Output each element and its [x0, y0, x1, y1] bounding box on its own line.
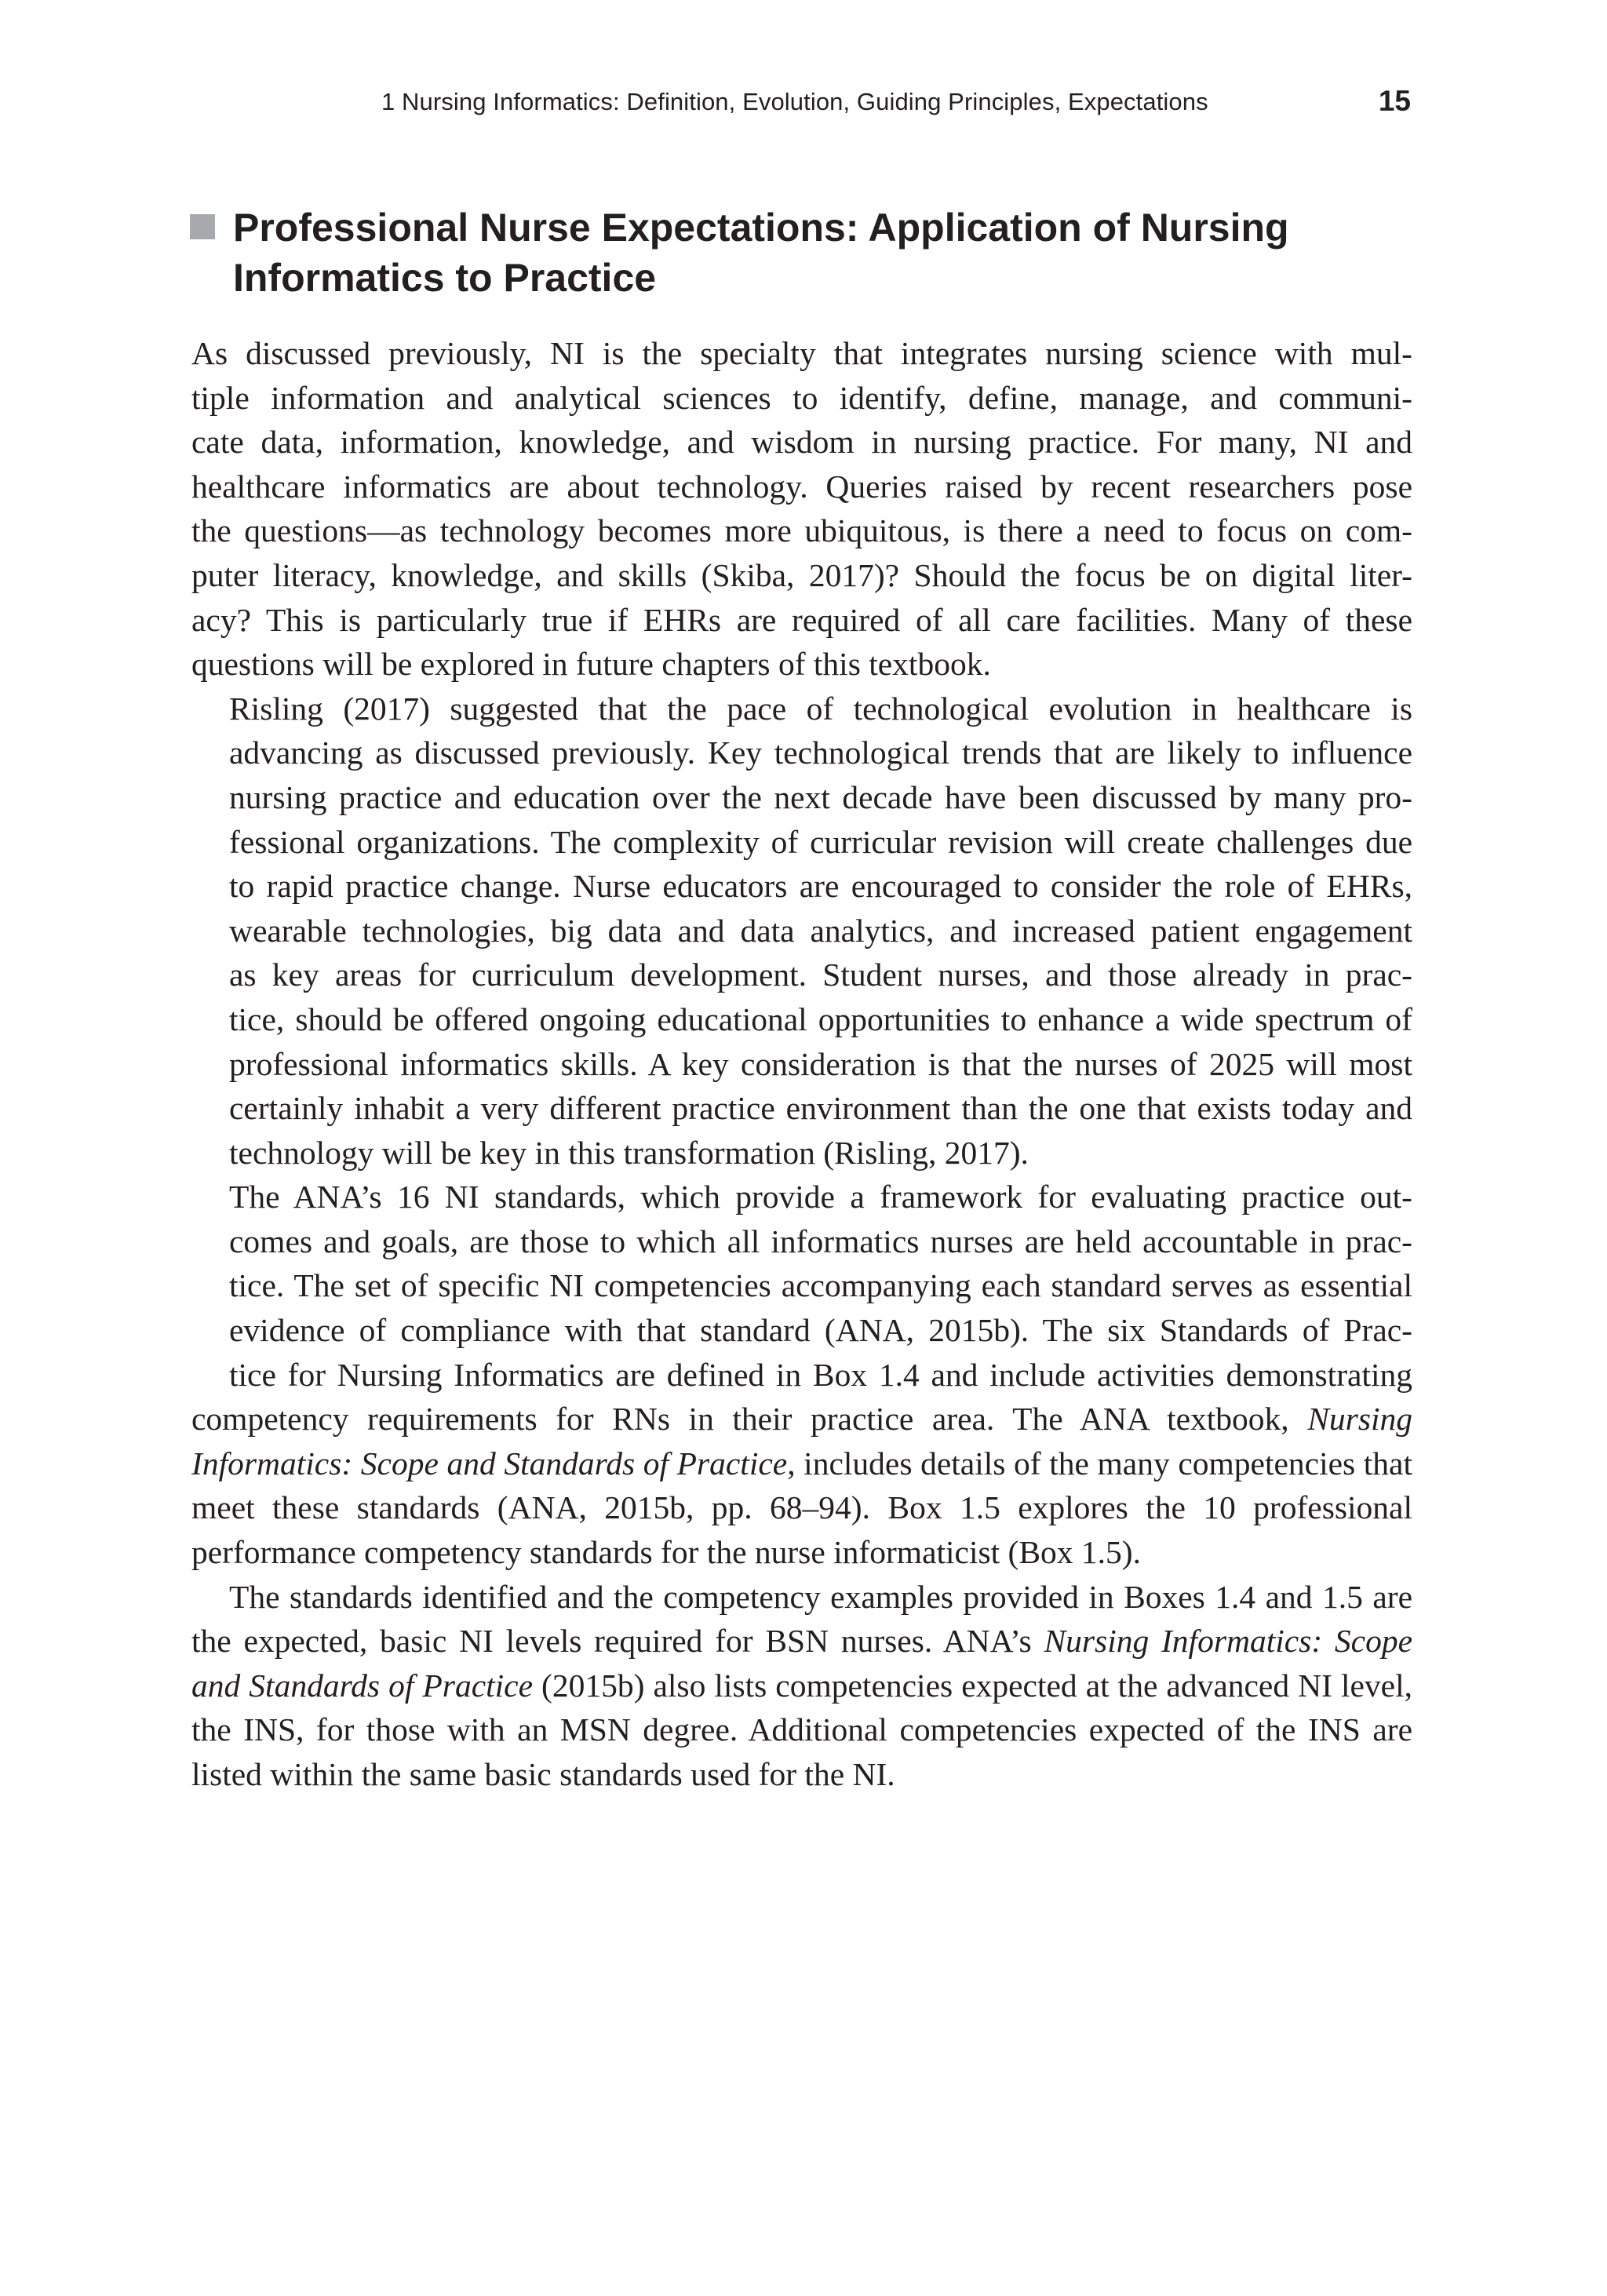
text-line: as key areas for curriculum development. Student nurses, and those already in prac- [229, 957, 1412, 993]
text-line: puter literacy, knowledge, and skills (Skiba, 2017)? Should the focus be on digital liter- [191, 556, 1412, 593]
text-line: The ANA’s 16 NI standards, which provide a framework for evaluating practice out- [229, 1179, 1412, 1215]
page-number: 15 [1378, 85, 1411, 117]
text-line: nursing practice and education over the next decade have been discussed by many pro- [229, 778, 1412, 815]
paragraph-1 [191, 331, 1412, 687]
text-line: acy? This is particularly true if EHRs are required of all care facilities. Many of these [191, 601, 1412, 638]
text-run: The standards identified and the competency examples provided in Boxes 1.4 and 1.5 are the expected, basic NI levels required for BSN nurses. ANA’s [191, 1578, 1412, 1660]
text-line: Risling (2017) suggested that the pace of technological evolution in healthcare is [229, 690, 1412, 727]
text-line: cate data, information, knowledge, and wisdom in nursing practice. For many, NI and [191, 424, 1412, 461]
text-line: the questions—as technology becomes more ubiquitous, is there a need to focus on com- [191, 512, 1412, 549]
italic-book-title: Nursing Informatics: Scope and Standards of Practice [191, 1623, 1413, 1704]
text-run: , includes details of the many competencies that meet these standards (ANA, 2015b, pp. 68–94). Box 1.5 explores the 10 professional performance competency standards for the nurse informaticist (Box 1.5). [191, 1445, 1413, 1571]
text-line: wearable technologies, big data and data analytics, and increased patient engagement [229, 912, 1412, 949]
paragraph-2 [191, 687, 1412, 1175]
section-heading [190, 202, 1383, 303]
body-text [191, 331, 1412, 1797]
text-line: evidence of compliance with that standard (ANA, 2015b). The six Standards of Prac- [229, 1312, 1412, 1349]
text-line: to rapid practice change. Nurse educators are encouraged to consider the role of EHRs, [229, 868, 1412, 905]
text-line: tice. The set of specific NI competencies accompanying each standard serves as essential [229, 1267, 1412, 1304]
paragraph-4 [191, 1575, 1412, 1797]
text-run: competency requirements for RNs in their practice area. The ANA textbook, [191, 1401, 1289, 1438]
text-line: professional informatics skills. A key consideration is that the nurses of 2025 will most [229, 1045, 1412, 1082]
text-line: technology will be key in this transformation (Risling, 2017). [229, 1134, 1029, 1171]
text-line: tice, should be offered ongoing educational opportunities to enhance a wide spectrum of [229, 1000, 1412, 1037]
section-title-line-2: Informatics to Practice [233, 256, 657, 300]
text-line: questions will be explored in future chapters of this textbook. [191, 646, 991, 683]
italic-book-title: Nursing Informatics: Scope and Standards of Practice [191, 1401, 1412, 1481]
running-chapter-title: 1 Nursing Informatics: Definition, Evolution, Guiding Principles, Expectations [381, 88, 1208, 115]
text-line: fessional organizations. The complexity of curricular revision will create challenges due [229, 823, 1412, 860]
text-line: tice for Nursing Informatics are defined in Box 1.4 and include activities demonstrating [229, 1356, 1412, 1393]
text-run: (2015b) also lists competencies expected at the advanced NI level, the INS, for those with an MSN degree. Additional competencies expected of the INS are listed within the same basic standards used for the NI. [191, 1667, 1412, 1792]
text-line: healthcare informatics are about technology. Queries raised by recent researchers pose [191, 468, 1412, 505]
text-line: comes and goals, are those to which all informatics nurses are held accountable in prac- [229, 1223, 1412, 1259]
text-line: tiple information and analytical sciences to identify, define, manage, and communi- [191, 379, 1412, 416]
section-title-line-1: Professional Nurse Expectations: Application of Nursing [233, 206, 1289, 250]
section-marker-square-icon [190, 214, 215, 239]
text-line: As discussed previously, NI is the specialty that integrates nursing science with mul- [191, 335, 1412, 371]
paragraph-3 [191, 1175, 1412, 1574]
text-line: certainly inhabit a very different practice environment than the one that exists today and [229, 1090, 1412, 1127]
text-line: advancing as discussed previously. Key technological trends that are likely to influence [229, 734, 1412, 771]
